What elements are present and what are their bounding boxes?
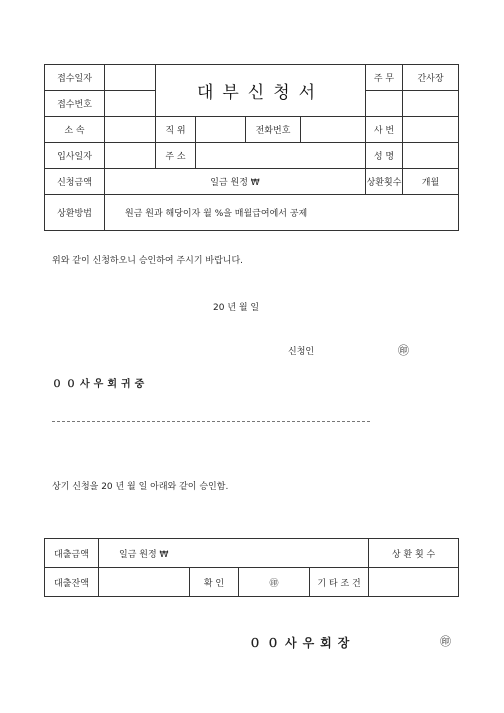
applicant-label: 신청인: [288, 347, 315, 357]
affiliation-label: 소 속: [45, 117, 105, 143]
hire-date-label: 입사일자: [45, 143, 105, 169]
request-amount-label: 신청금액: [45, 169, 105, 195]
request-text: 위와 같이 신청하오니 승인하여 주시기 바랍니다.: [52, 256, 244, 266]
request-amount-field[interactable]: 일금 원정 ₩: [105, 169, 366, 195]
receipt-date-label: 접수일자: [45, 65, 105, 91]
form-title: 대부신청서: [156, 65, 366, 117]
phone-field[interactable]: [301, 117, 366, 143]
owner-sign-field[interactable]: [366, 91, 403, 117]
address-field[interactable]: [196, 143, 366, 169]
loan-amount-label: 대출금액: [45, 539, 99, 568]
hire-date-field[interactable]: [105, 143, 156, 169]
chairman-seal: ㊞: [440, 635, 451, 648]
confirm-seal[interactable]: ㊞: [239, 568, 310, 597]
approval-text: 상기 신청을 20 년 월 일 아래와 같이 승인함.: [52, 482, 229, 492]
loan-amount-field[interactable]: 일금 원정 ₩: [99, 539, 369, 568]
addressee: ００사우회귀중: [52, 379, 149, 390]
cut-line: [52, 421, 370, 422]
address-label: 주 소: [156, 143, 196, 169]
repay-method-field[interactable]: 원금 원과 해당이자 월 %을 매월급여에서 공제: [105, 195, 459, 231]
position-field[interactable]: [196, 117, 246, 143]
loan-table: [44, 538, 459, 597]
receipt-date-field[interactable]: [105, 65, 156, 91]
loan-balance-field[interactable]: [99, 568, 190, 597]
confirm-label: 확 인: [190, 568, 239, 597]
affiliation-field[interactable]: [105, 117, 156, 143]
repay-count-field[interactable]: 개월: [403, 169, 459, 195]
employee-no-field[interactable]: [403, 117, 459, 143]
loan-balance-label: 대출잔액: [45, 568, 99, 597]
date-line: 20 년 월 일: [213, 303, 260, 313]
other-conditions-field[interactable]: [369, 568, 459, 597]
position-label: 직 위: [156, 117, 196, 143]
chairman-title: ００사우회장: [249, 636, 356, 650]
secretary-sign-field[interactable]: [403, 91, 459, 117]
receipt-no-label: 접수번호: [45, 91, 105, 117]
phone-label: 전화번호: [246, 117, 301, 143]
employee-no-label: 사 번: [366, 117, 403, 143]
application-form-table: [44, 64, 459, 231]
receipt-no-field[interactable]: [105, 91, 156, 117]
name-field[interactable]: [403, 143, 459, 169]
applicant-seal: ㊞: [398, 344, 409, 357]
other-conditions-label: 기 타 조 건: [310, 568, 369, 597]
owner-label: 주 무: [366, 65, 403, 91]
loan-repay-count-label: 상 환 횟 수: [369, 539, 459, 568]
secretary-label: 간사장: [403, 65, 459, 91]
name-label: 성 명: [366, 143, 403, 169]
repay-method-label: 상환방법: [45, 195, 105, 231]
repay-count-label: 상환횟수: [366, 169, 403, 195]
